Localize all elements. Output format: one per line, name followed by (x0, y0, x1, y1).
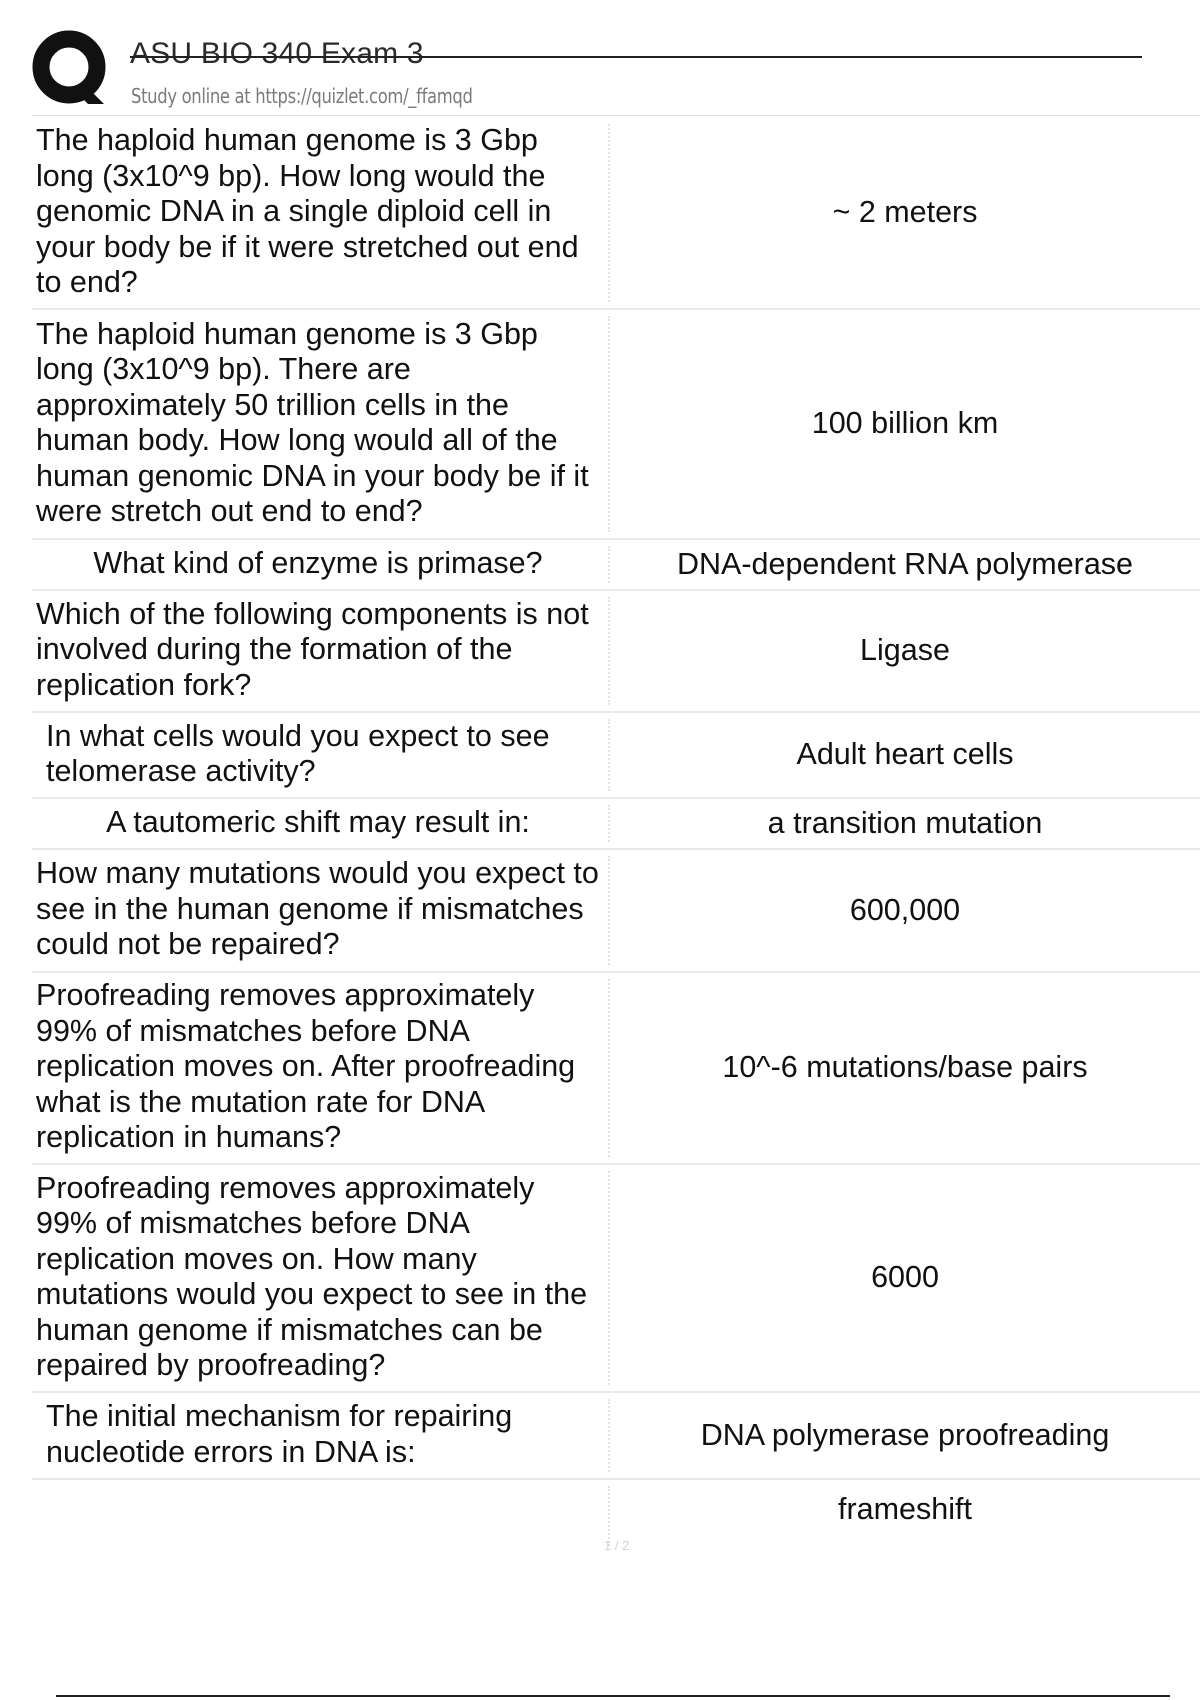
question-cell: What kind of enzyme is primase? (93, 545, 543, 580)
flashcard-row (32, 540, 1200, 591)
answer-cell: frameshift (838, 1492, 972, 1526)
flashcard-row (32, 713, 1200, 799)
flashcard-row (32, 310, 1200, 540)
flashcard-row (32, 1165, 1200, 1393)
page-indicator: 1 / 2 (604, 1538, 630, 1553)
answer-cell: 10^-6 mutations/base pairs (722, 1050, 1088, 1085)
title-strike-rule (130, 56, 1142, 58)
answer-cell: 100 billion km (811, 406, 999, 441)
answer-cell: a transition mutation (767, 805, 1043, 840)
question-cell: How many mutations would you expect to see in the human genome if mismatches could not be repaired? (36, 856, 599, 962)
answer-cell: 600,000 (849, 892, 961, 927)
answer-cell: DNA polymerase proofreading (700, 1417, 1110, 1452)
answer-cell: Adult heart cells (796, 737, 1014, 772)
question-cell: Proofreading removes approximately 99% of mismatches before DNA replication moves on. After proofreading what is the mutation rate for DNA replication in humans? (36, 978, 576, 1155)
answer-cell: DNA-dependent RNA polymerase (676, 546, 1134, 581)
footer-divider (56, 1695, 1170, 1697)
answer-cell: 6000 (871, 1260, 939, 1295)
flashcard-row (32, 850, 1200, 973)
flashcard-row (32, 1393, 1200, 1480)
question-cell: The haploid human genome is 3 Gbp long (3x10^9 bp). How long would the genomic DNA in a single diploid cell in your body be if it were stretched out end to end? (36, 123, 579, 300)
question-cell (32, 1480, 608, 1552)
question-cell: The initial mechanism for repairing nucleotide errors in DNA is: (46, 1399, 513, 1469)
page-title: ASU BIO 340 Exam 3 (130, 37, 424, 70)
study-online-link[interactable]: Study online at https://quizlet.com/_ffamqd (131, 84, 473, 108)
flashcard-row (32, 799, 1200, 850)
flashcard-table (32, 118, 1200, 1552)
header-divider (32, 115, 1200, 116)
question-cell: Which of the following components is not involved during the formation of the replication fork? (36, 596, 589, 702)
flashcard-row (32, 973, 1200, 1165)
answer-cell: ~ 2 meters (832, 195, 978, 230)
question-cell: The haploid human genome is 3 Gbp long (3x10^9 bp). There are approximately 50 trillion cells in the human body. How long would all of the human genomic DNA in your body be if it were stretch out end to end? (36, 316, 589, 528)
question-cell: In what cells would you expect to see telomerase activity? (46, 718, 550, 788)
quizlet-logo-icon (32, 30, 110, 108)
question-cell: Proofreading removes approximately 99% of mismatches before DNA replication moves on. How many mutations would you expect to see in the human genome if mismatches can be repaired by proofreading? (36, 1170, 588, 1382)
answer-cell: Ligase (860, 633, 950, 668)
flashcard-row (32, 591, 1200, 713)
flashcard-row (32, 118, 1200, 310)
question-cell: A tautomeric shift may result in: (106, 804, 530, 839)
